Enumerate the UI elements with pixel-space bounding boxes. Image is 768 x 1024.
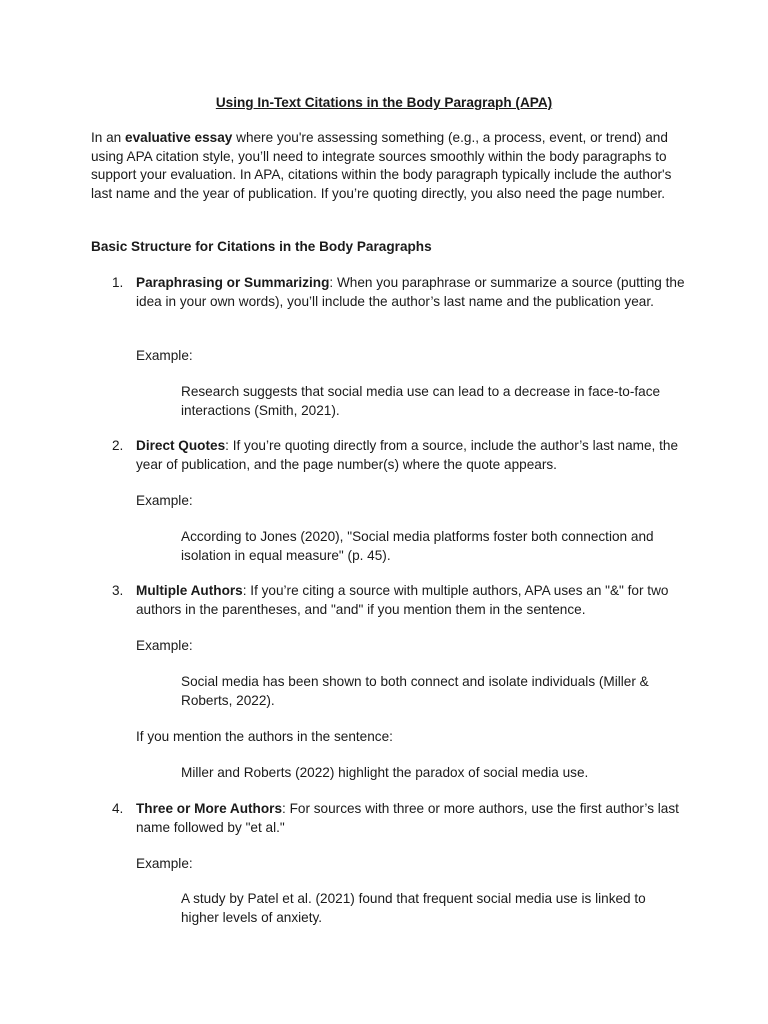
example-text: A study by Patel et al. (2021) found that frequent social media use is linked to higher levels of anxiety. [181, 891, 646, 925]
list-number-4: 4. [112, 801, 124, 816]
list-item-term: Paraphrasing or Summarizing [136, 275, 330, 290]
example-note: If you mention the authors in the sentence: [136, 729, 393, 744]
list-item-text: : For sources with three or more authors, use the first author’s last name followed by "et al." [136, 801, 679, 835]
list-item-paraphrasing [136, 274, 686, 311]
list-number-1: 1. [112, 275, 124, 290]
document-title: Using In-Text Citations in the Body Paragraph (APA) [215, 95, 553, 110]
list-item-three-or-more-authors [136, 800, 686, 837]
intro-text-start: In an [91, 130, 126, 145]
list-number-3: 3. [112, 583, 124, 598]
list-item-term: Multiple Authors [136, 583, 243, 598]
intro-text-rest: where you're assessing something (e.g., a process, event, or trend) and using APA citation style, you’ll need to integrate sources smoothly within the body paragraphs to support your evaluation. In APA, citations within the body paragraph typically include the author's last name and the year of publication. If you’re quoting directly, you also need the page number. [91, 130, 672, 201]
example-label: Example: [136, 638, 193, 653]
example-text: Miller and Roberts (2022) highlight the paradox of social media use. [181, 765, 589, 780]
list-item-text: : If you’re quoting directly from a source, include the author’s last name, the year of publication, and the page number(s) where the quote appears. [136, 438, 679, 472]
list-item-multiple-authors [136, 582, 686, 619]
list-item-text: : If you’re citing a source with multiple authors, APA uses an "&" for two authors in the parentheses, and "and" if you mention them in the sentence. [136, 583, 669, 617]
example-label: Example: [136, 493, 193, 508]
list-item-text: : When you paraphrase or summarize a source (putting the idea in your own words), you’ll include the author’s last name and the publication year. [136, 275, 685, 309]
example-text: Research suggests that social media use can lead to a decrease in face-to-face interactions (Smith, 2021). [181, 384, 661, 418]
example-label: Example: [136, 856, 193, 871]
example-text: According to Jones (2020), "Social media platforms foster both connection and isolation in equal measure" (p. 45). [181, 529, 654, 563]
intro-paragraph [91, 129, 691, 203]
list-item-direct-quotes [136, 437, 686, 474]
list-item-term: Direct Quotes [136, 438, 226, 453]
section-subheading: Basic Structure for Citations in the Body Paragraphs [91, 239, 432, 254]
example-text: Social media has been shown to both connect and isolate individuals (Miller & Roberts, 2022). [181, 674, 649, 708]
list-number-2: 2. [112, 438, 124, 453]
intro-bold-term: evaluative essay [125, 130, 233, 145]
example-label: Example: [136, 348, 193, 363]
list-item-term: Three or More Authors [136, 801, 283, 816]
